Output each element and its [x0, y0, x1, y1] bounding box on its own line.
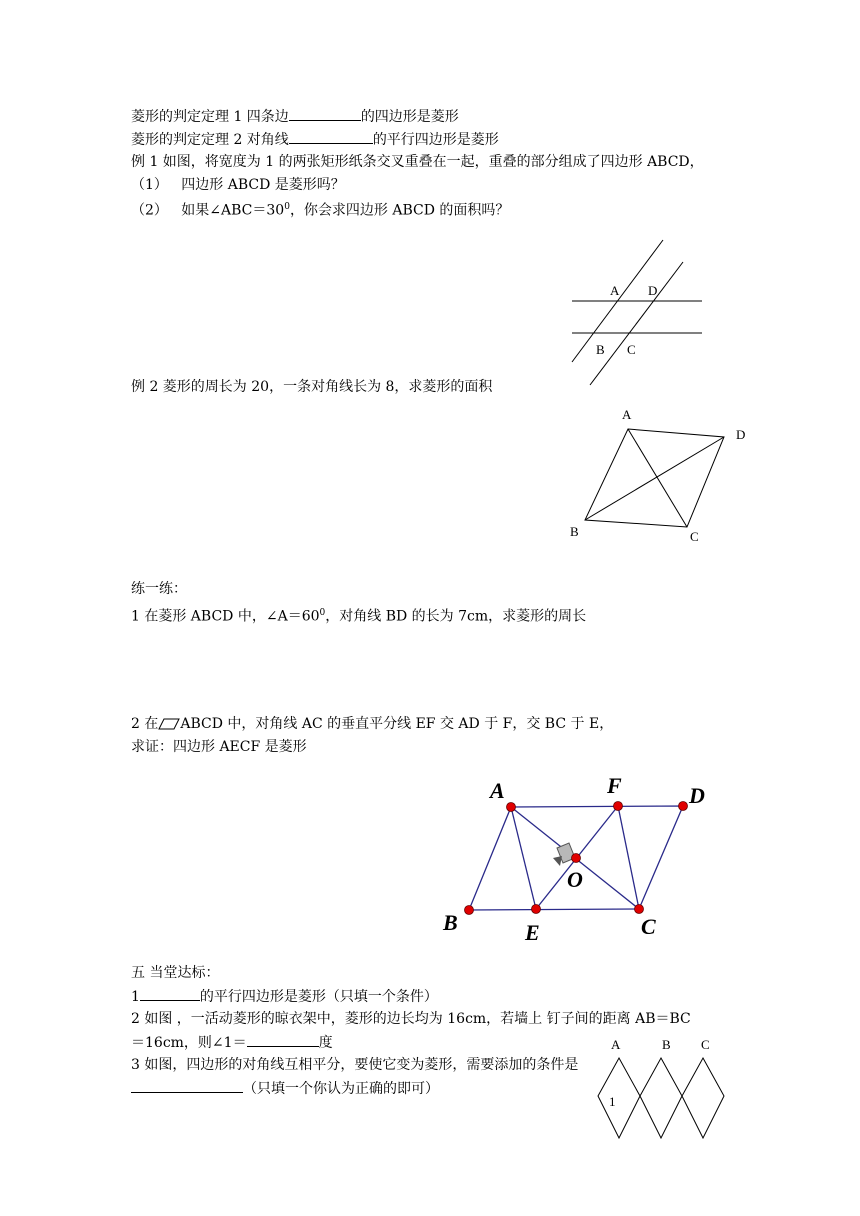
parallelogram-icon	[158, 718, 180, 730]
practice-1	[131, 603, 586, 627]
section-5-q3-line2	[131, 1078, 439, 1099]
p2-label-a: A	[490, 778, 505, 803]
example-2-figure	[565, 405, 755, 550]
practice-1-sup: 0	[319, 608, 326, 618]
practice-2-pre: 2 在	[131, 716, 159, 732]
section-5-heading: 五 当堂达标：	[131, 965, 220, 981]
theorem-2	[131, 129, 499, 150]
section-5-q1-blank[interactable]	[140, 986, 200, 1001]
practice-2-figure	[440, 770, 720, 945]
theorem-1-post: 的四边形是菱形	[360, 109, 459, 125]
section-5-q3-line1: 3 如图，四边形的对角线互相平分，要使它变为菱形，需要添加的条件是	[131, 1057, 579, 1073]
example-1-q2-sup: 0	[284, 202, 290, 212]
p2-label-d: D	[689, 783, 705, 808]
p2-label-c: C	[641, 914, 656, 939]
theorem-2-post: 的平行四边形是菱形	[372, 132, 499, 148]
section-5-q3-post: （只填一个你认为正确的即可）	[243, 1081, 439, 1097]
hanger-label-c: C	[701, 1037, 710, 1052]
ex1-label-b: B	[596, 342, 605, 357]
example-2-text: 例 2 菱形的周长为 20，一条对角线长为 8，求菱形的面积	[131, 379, 493, 395]
practice-heading: 练一练：	[131, 581, 187, 597]
ex1-label-d: D	[648, 283, 658, 298]
hanger-figure	[595, 1035, 725, 1145]
example-1-q2-pre: 如果∠ABC＝30	[181, 202, 285, 219]
practice-2-post: ABCD 中，对角线 AC 的垂直平分线 EF 交 AD 于 F，交 BC 于 E，	[180, 716, 614, 732]
p2-label-o: O	[567, 867, 583, 892]
section-5-q2-line1: 2 如图 ，一活动菱形的晾衣架中，菱形的边长均为 16cm，若墙上 钉子间的距离 AB＝BC	[131, 1011, 691, 1027]
hanger-angle-label: 1	[609, 1094, 616, 1109]
theorem-2-blank[interactable]	[289, 129, 373, 144]
p2-label-e: E	[525, 920, 540, 945]
example-1-q1-num: （1）	[131, 177, 168, 193]
ex2-label-c: C	[690, 529, 699, 544]
hanger-label-a: A	[611, 1037, 621, 1052]
section-5-q2-line2	[131, 1032, 333, 1053]
practice-1-post: ，对角线 BD 的长为 7cm，求菱形的周长	[325, 608, 587, 625]
section-5-q2-post: 度	[318, 1035, 333, 1051]
practice-2	[131, 714, 613, 734]
example-1-q2-num: （2）	[131, 202, 168, 219]
theorem-2-pre: 菱形的判定定理 2 对角线	[131, 132, 289, 148]
ex2-label-d: D	[736, 427, 746, 442]
section-5-q3-blank[interactable]	[131, 1078, 243, 1093]
p2-label-f: F	[607, 773, 622, 798]
section-5-q1-post: 的平行四边形是菱形（只填一个条件）	[199, 989, 438, 1005]
ex2-label-a: A	[622, 407, 632, 422]
section-5-q1-pre: 1	[131, 989, 140, 1005]
theorem-1	[131, 106, 459, 127]
example-1-text: 例 1 如图，将宽度为 1 的两张矩形纸条交叉重叠在一起，重叠的部分组成了四边形 ABCD，	[131, 154, 704, 170]
section-5-q1	[131, 986, 438, 1007]
ex1-label-c: C	[627, 342, 636, 357]
example-1-q2	[131, 197, 509, 221]
section-5-q2-blank[interactable]	[247, 1032, 319, 1047]
practice-1-pre: 1 在菱形 ABCD 中，∠A＝60	[131, 608, 320, 625]
hanger-label-b: B	[662, 1037, 671, 1052]
theorem-1-blank[interactable]	[289, 106, 361, 121]
practice-2-proof: 求证：四边形 AECF 是菱形	[131, 739, 307, 755]
ex1-label-a: A	[610, 283, 620, 298]
example-1-q1-text: 四边形 ABCD 是菱形吗？	[181, 177, 345, 193]
theorem-1-pre: 菱形的判定定理 1 四条边	[131, 109, 289, 125]
section-5-q2-pre: ＝16cm，则∠1＝	[131, 1035, 247, 1051]
ex2-label-b: B	[570, 524, 579, 539]
example-1-q2-post: ，你会求四边形 ABCD 的面积吗？	[289, 202, 510, 219]
example-1-figure	[560, 235, 710, 390]
p2-label-b: B	[443, 910, 458, 935]
example-1-q1	[131, 175, 345, 195]
